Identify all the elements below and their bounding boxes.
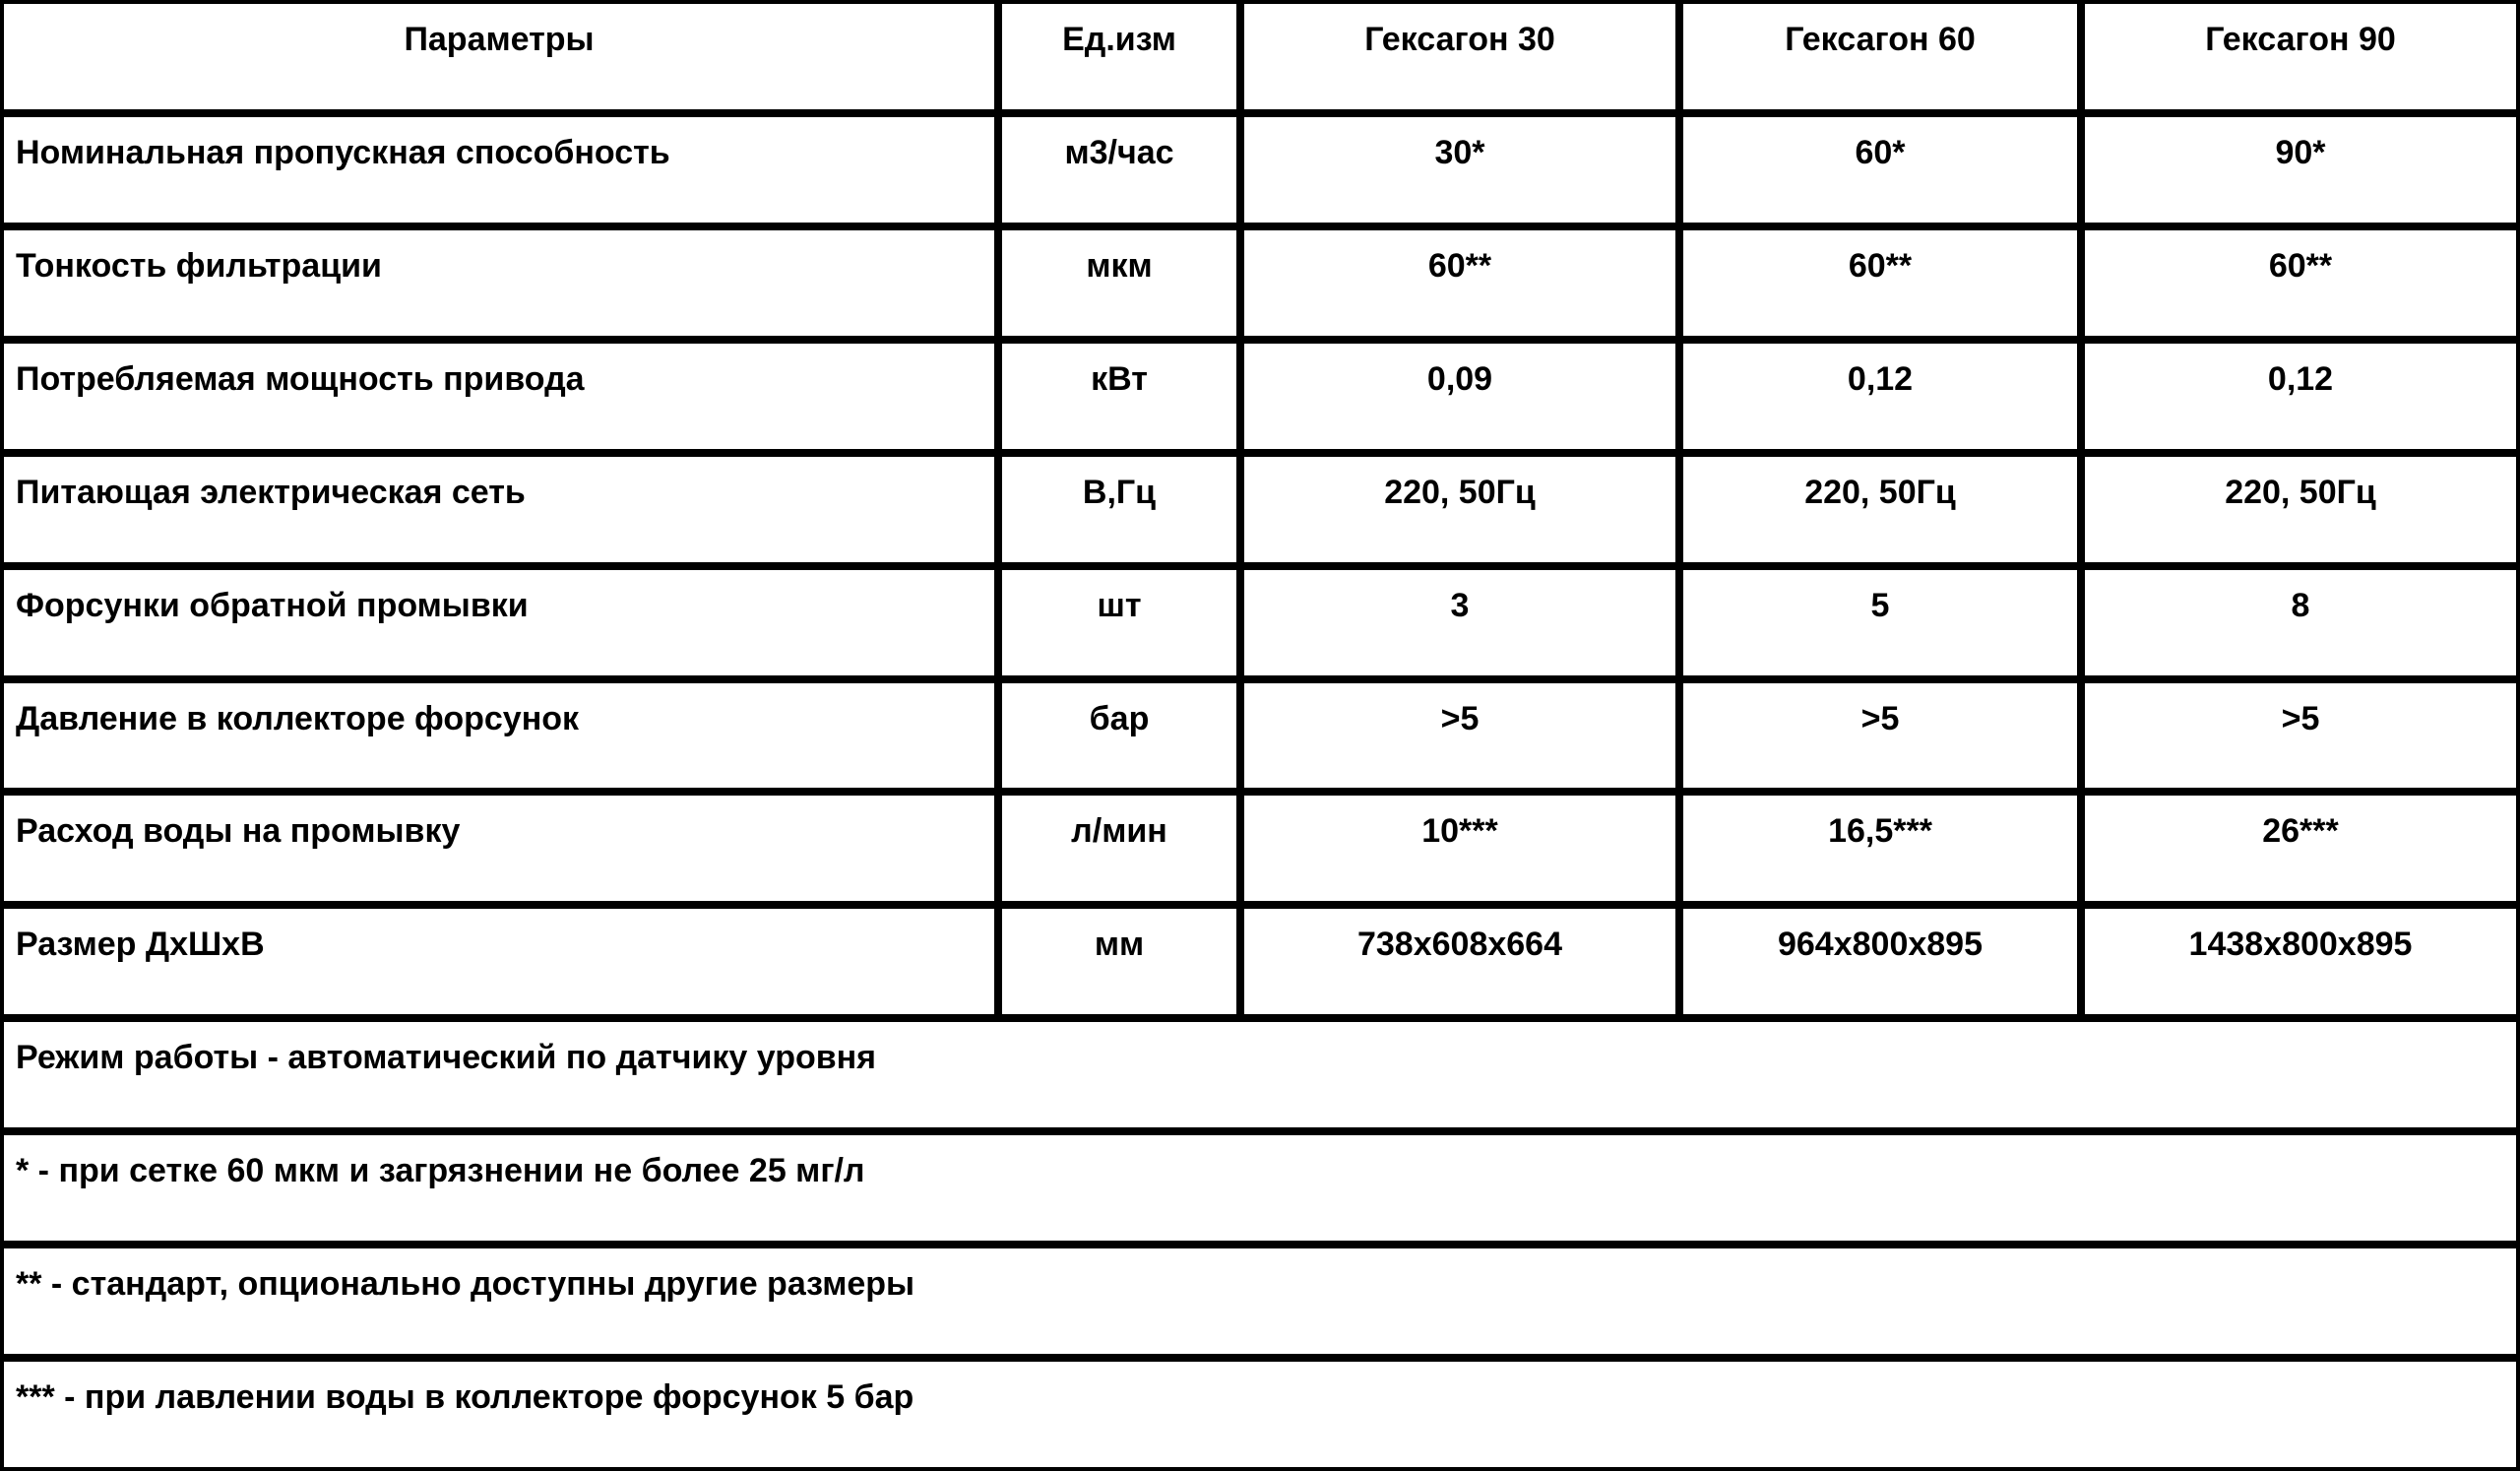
row-param: Форсунки обратной промывки	[0, 566, 998, 679]
header-model-60: Гексагон 60	[1679, 0, 2081, 113]
row-value-30: 30*	[1240, 113, 1679, 226]
row-value-60: 16,5***	[1679, 792, 2081, 905]
row-param: Расход воды на промывку	[0, 792, 998, 905]
row-unit: л/мин	[998, 792, 1240, 905]
row-param: Размер ДхШхВ	[0, 905, 998, 1018]
table-row	[0, 679, 2520, 793]
row-value-60: 220, 50Гц	[1679, 453, 2081, 566]
row-value-90: 1438x800x895	[2081, 905, 2520, 1018]
note-operating-mode: Режим работы - автоматический по датчику уровня	[0, 1018, 2520, 1131]
row-unit: мкм	[998, 226, 1240, 340]
row-unit: м3/час	[998, 113, 1240, 226]
row-param: Номинальная пропускная способность	[0, 113, 998, 226]
note-footnote-3: *** - при лавлении воды в коллекторе форсунок 5 бар	[0, 1358, 2520, 1471]
row-unit: шт	[998, 566, 1240, 679]
table-row	[0, 453, 2520, 566]
note-row	[0, 1018, 2520, 1131]
table-row	[0, 226, 2520, 340]
table-row	[0, 905, 2520, 1018]
row-param: Тонкость фильтрации	[0, 226, 998, 340]
row-value-60: 60*	[1679, 113, 2081, 226]
row-value-30: 3	[1240, 566, 1679, 679]
row-unit: бар	[998, 679, 1240, 793]
note-row	[0, 1358, 2520, 1471]
row-value-30: 0,09	[1240, 340, 1679, 453]
row-value-30: 738x608x664	[1240, 905, 1679, 1018]
row-value-30: 60**	[1240, 226, 1679, 340]
row-value-60: 60**	[1679, 226, 2081, 340]
table-header-row	[0, 0, 2520, 113]
row-unit: мм	[998, 905, 1240, 1018]
row-param: Потребляемая мощность привода	[0, 340, 998, 453]
row-value-90: 8	[2081, 566, 2520, 679]
row-value-60: 5	[1679, 566, 2081, 679]
row-value-90: 60**	[2081, 226, 2520, 340]
row-value-90: 0,12	[2081, 340, 2520, 453]
table-row	[0, 792, 2520, 905]
row-value-90: 90*	[2081, 113, 2520, 226]
row-value-30: >5	[1240, 679, 1679, 793]
note-footnote-2: ** - стандарт, опционально доступны другие размеры	[0, 1245, 2520, 1358]
row-param: Давление в коллекторе форсунок	[0, 679, 998, 793]
row-value-60: >5	[1679, 679, 2081, 793]
row-value-90: >5	[2081, 679, 2520, 793]
note-row	[0, 1131, 2520, 1245]
row-value-30: 10***	[1240, 792, 1679, 905]
table-row	[0, 566, 2520, 679]
table-row	[0, 340, 2520, 453]
header-unit: Ед.изм	[998, 0, 1240, 113]
row-value-30: 220, 50Гц	[1240, 453, 1679, 566]
row-value-60: 964x800x895	[1679, 905, 2081, 1018]
row-unit: кВт	[998, 340, 1240, 453]
row-param: Питающая электрическая сеть	[0, 453, 998, 566]
row-value-90: 220, 50Гц	[2081, 453, 2520, 566]
note-row	[0, 1245, 2520, 1358]
note-footnote-1: * - при сетке 60 мкм и загрязнении не более 25 мг/л	[0, 1131, 2520, 1245]
header-model-30: Гексагон 30	[1240, 0, 1679, 113]
header-param: Параметры	[0, 0, 998, 113]
table-row	[0, 113, 2520, 226]
row-value-60: 0,12	[1679, 340, 2081, 453]
row-value-90: 26***	[2081, 792, 2520, 905]
header-model-90: Гексагон 90	[2081, 0, 2520, 113]
row-unit: В,Гц	[998, 453, 1240, 566]
